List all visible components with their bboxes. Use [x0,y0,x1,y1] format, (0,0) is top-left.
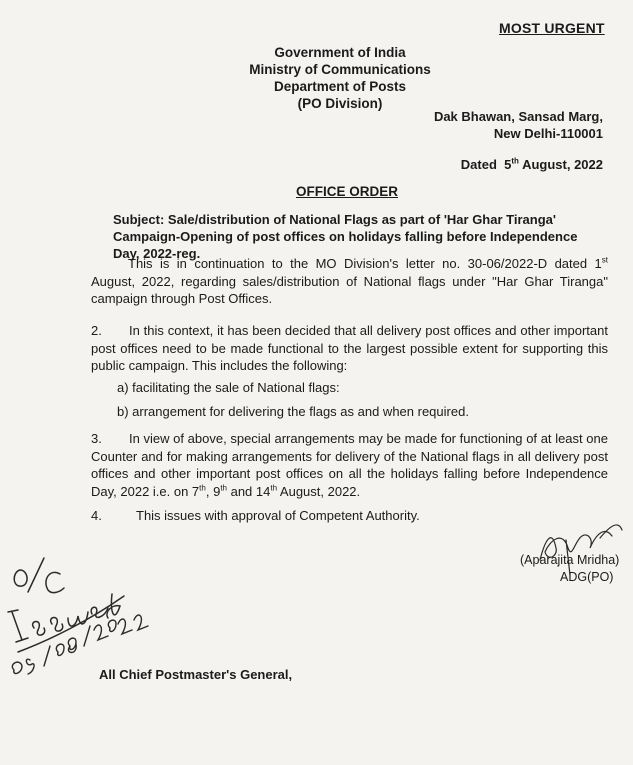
list-item: b) arrangement for delivering the flags as and when required. [117,404,469,419]
para2-number: 2. [91,323,102,338]
signatory-designation: ADG(PO) [560,570,614,584]
para4-text: This issues with approval of Competent Authority. [136,508,420,523]
para3-number: 3. [91,431,102,446]
para1-text-a: This is in continuation to the MO Division's letter no. 30-06/2022-D dated 1 [128,256,602,271]
letterhead-ministry: Ministry of Communications [249,62,431,77]
document-title: OFFICE ORDER [296,184,399,199]
letterhead-division: (PO Division) [297,96,383,111]
urgency-marking: MOST URGENT [499,20,605,36]
para3-sup-2: th [220,483,227,493]
para4-number: 4. [91,508,102,523]
para3-text-d: August, 2022. [277,483,361,499]
list-item: a) facilitating the sale of National flags: [117,380,340,395]
letterhead-department: Department of Posts [273,79,407,94]
para3-sup-1: th [199,483,206,493]
subject-line: Subject: Sale/distribution of National Flags as part of 'Har Ghar Tiranga' Campaign-Opening of post offices on holidays falling before Independence Day, 2022-reg. [113,212,578,261]
para3-sup-3: th [270,483,278,493]
signature [540,525,622,575]
date-day: 5 [504,157,512,172]
para1-sup: st [601,255,608,265]
date-suffix: th [511,156,519,166]
para2-text: In this context, it has been decided that all delivery post offices and other important post offices need to be made functional to the largest possible extent for supporting this public campaign. This includes the following: [91,323,608,373]
date-rest: August, 2022 [522,157,603,172]
handwritten-issued [8,594,124,652]
para3-text-c: and 14 [226,483,271,499]
address-line-1: Dak Bhawan, Sansad Marg, [433,109,603,124]
addressee-line: All Chief Postmaster's General, [99,667,293,682]
para3-text-a: In view of above, special arrangements may be made for functioning of at least one Counter and for making arrangements for delivery of the National flags in all delivery post offices and other important post offices on all the holidays falling before Independence Day, 2022 i.e. on 7 [91,431,608,499]
address-line-2: New Delhi-110001 [493,126,603,141]
para3-text-b: , 9 [205,483,221,499]
letterhead-government: Government of India [274,45,406,60]
date-prefix: Dated [460,157,497,172]
para1-text-b: August, 2022, regarding sales/distribution of National flags under "Har Ghar Tiranga" campaign through Post Offices. [91,273,608,306]
handwritten-oc-note [14,558,64,593]
signatory-name: (Aparajita Mridha) [520,553,620,567]
